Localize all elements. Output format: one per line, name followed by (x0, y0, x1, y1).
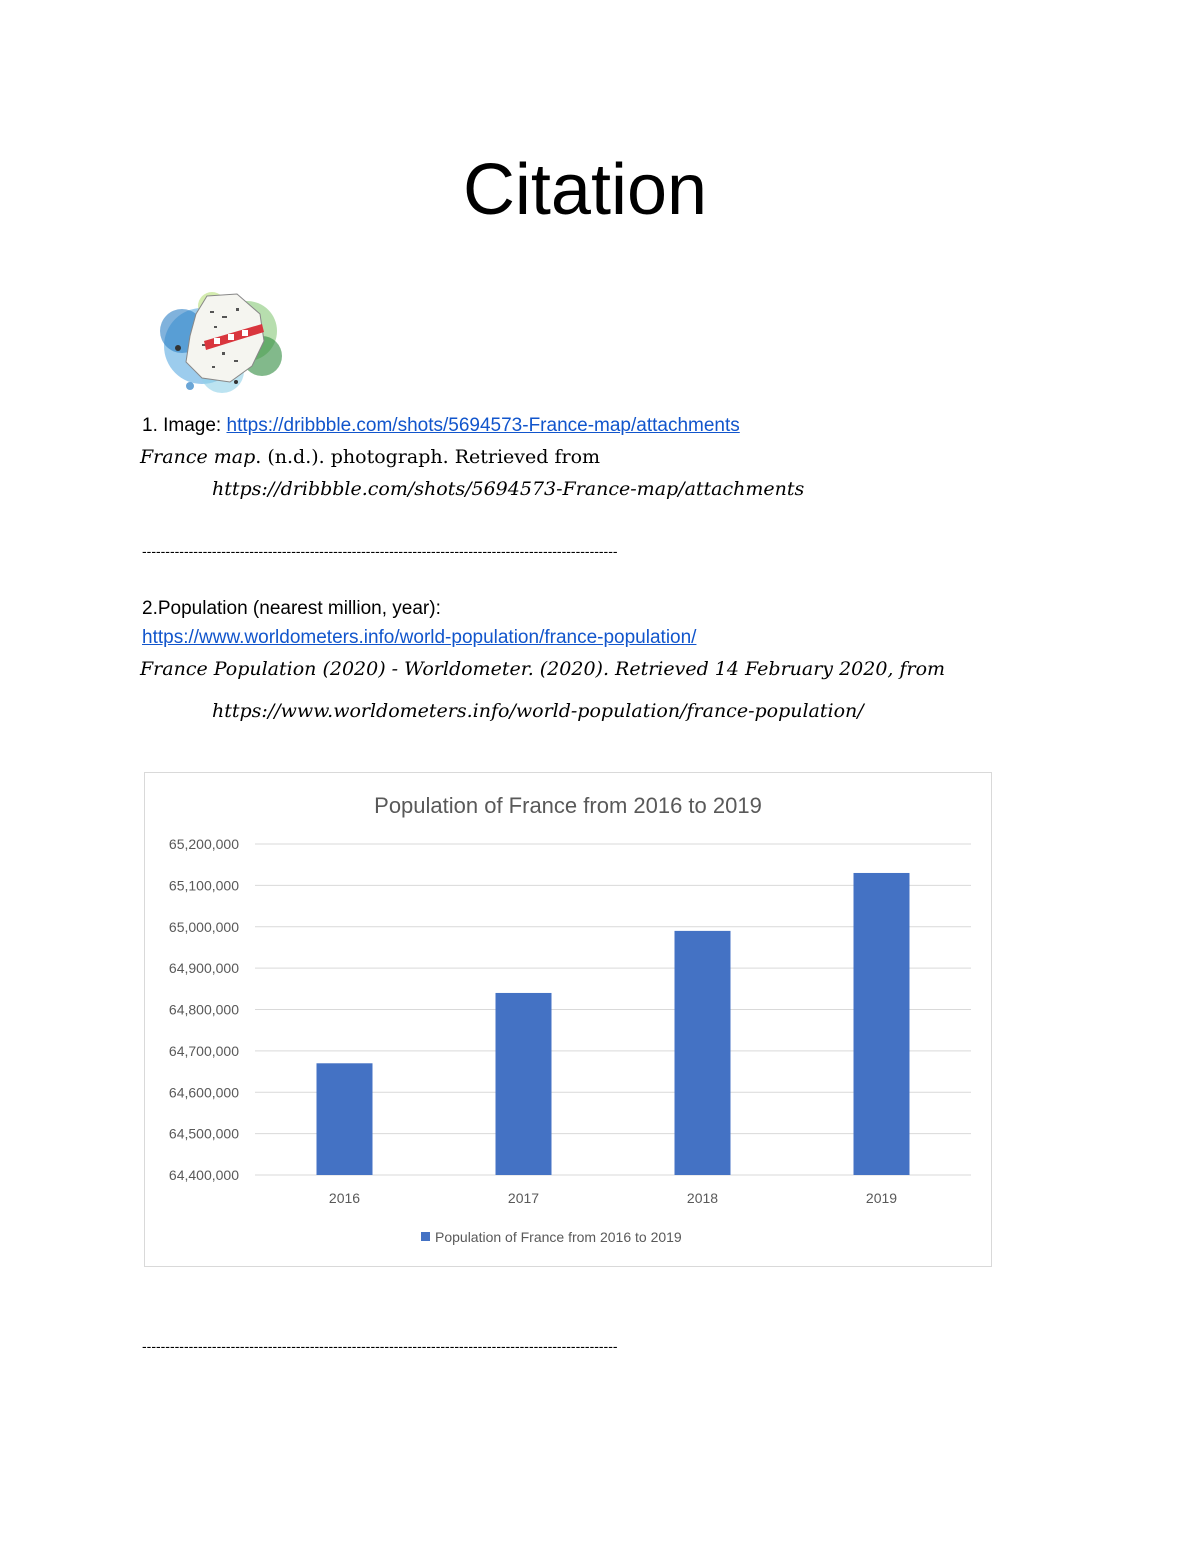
chart-title: Population of France from 2016 to 2019 (374, 793, 762, 818)
y-tick-label: 65,200,000 (168, 836, 239, 852)
citation-2-ref-url: https://www.worldometers.info/world-population/france-population/ (212, 700, 864, 722)
x-tick-label: 2019 (865, 1190, 898, 1206)
y-tick-label: 65,100,000 (168, 877, 239, 894)
bar (854, 873, 910, 1175)
legend-swatch (421, 1232, 430, 1241)
citation-1-ref-url: https://dribbble.com/shots/5694573-France-map/attachments (212, 478, 805, 500)
citation-1-line (142, 415, 740, 437)
bar (675, 931, 731, 1175)
x-tick-label: 2016 (328, 1190, 361, 1206)
bar (496, 993, 552, 1175)
y-tick-label: 64,800,000 (168, 1001, 239, 1018)
chart-canvas (145, 773, 991, 1266)
citation-2-reference: France Population (2020) - Worldometer. (2020). Retrieved 14 February 2020, from (140, 658, 946, 680)
y-tick-label: 64,600,000 (168, 1084, 239, 1101)
y-tick-label: 65,000,000 (168, 918, 239, 935)
citation-1-link[interactable]: https://dribbble.com/shots/5694573-France-map/attachments (226, 415, 740, 436)
bar (317, 1063, 373, 1175)
x-tick-label: 2018 (686, 1190, 719, 1206)
divider-1: ------------------------------------------------------------------------------------------------------ (142, 543, 618, 559)
citation-1-ref-rest: . (n.d.). photograph. Retrieved from (255, 446, 601, 468)
legend-label: Population of France from 2016 to 2019 (435, 1229, 682, 1245)
page-title: Citation (462, 150, 708, 230)
x-tick-label: 2017 (507, 1190, 540, 1206)
y-tick-label: 64,400,000 (168, 1167, 239, 1183)
france-map-image (152, 286, 292, 396)
citation-2-link[interactable]: https://www.worldometers.info/world-population/france-population/ (142, 627, 697, 648)
citation-1-prefix: 1. Image: (142, 415, 227, 436)
population-chart (144, 772, 992, 1267)
divider-2: ------------------------------------------------------------------------------------------------------ (142, 1338, 618, 1354)
citation-1-ref-title: France map (140, 446, 256, 468)
y-tick-label: 64,900,000 (168, 960, 239, 977)
y-tick-label: 64,700,000 (168, 1042, 239, 1059)
citation-1-reference (140, 446, 600, 468)
citation-2-heading: 2.Population (nearest million, year): (142, 598, 441, 619)
y-tick-label: 64,500,000 (168, 1125, 239, 1142)
